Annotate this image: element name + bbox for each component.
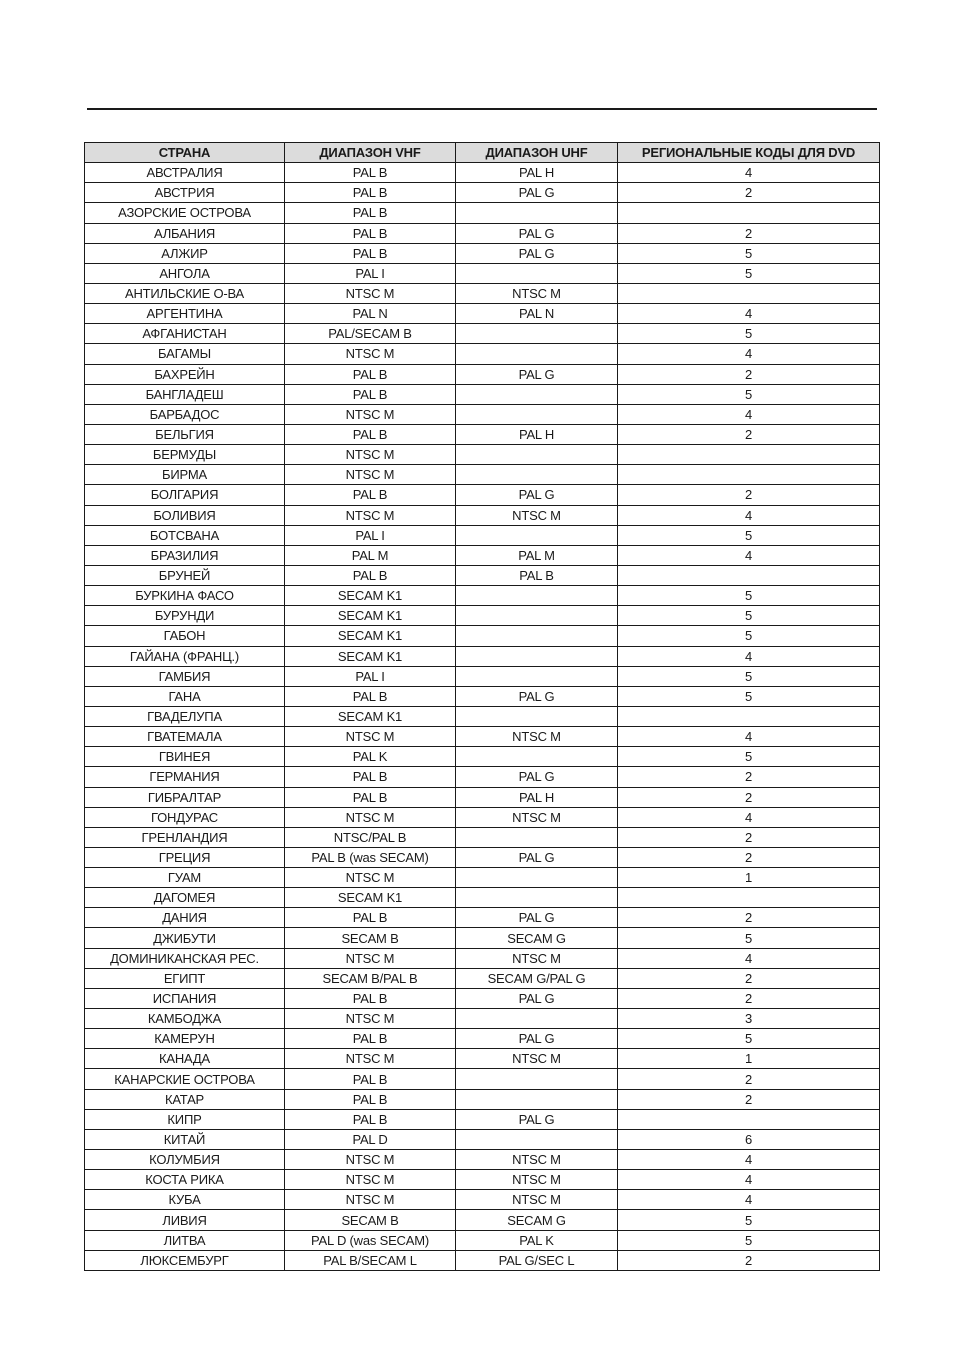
country-cell: КАМЕРУН [85, 1029, 285, 1049]
dvd-region-cell: 5 [618, 384, 880, 404]
uhf-cell: PAL H [456, 163, 618, 183]
uhf-cell: PAL G [456, 686, 618, 706]
uhf-cell [456, 445, 618, 465]
vhf-cell: SECAM K1 [285, 606, 456, 626]
country-cell: ДОМИНИКАНСКАЯ РЕС. [85, 948, 285, 968]
vhf-cell: PAL B [285, 1089, 456, 1109]
vhf-cell: PAL B [285, 1109, 456, 1129]
vhf-cell: NTSC M [285, 445, 456, 465]
uhf-cell [456, 747, 618, 767]
dvd-region-cell: 2 [618, 1250, 880, 1270]
country-cell: БАХРЕЙН [85, 364, 285, 384]
uhf-cell [456, 404, 618, 424]
uhf-cell [456, 868, 618, 888]
dvd-region-cell [618, 1109, 880, 1129]
vhf-cell: PAL B [285, 565, 456, 585]
header-vhf-band: ДИАПАЗОН VHF [285, 143, 456, 163]
uhf-cell: PAL G/SEC L [456, 1250, 618, 1270]
table-row [85, 1009, 880, 1029]
country-cell: ЛЮКСЕМБУРГ [85, 1250, 285, 1270]
table-row [85, 626, 880, 646]
dvd-region-cell: 3 [618, 1009, 880, 1029]
top-rule [87, 108, 877, 110]
table-row [85, 1029, 880, 1049]
uhf-cell [456, 888, 618, 908]
uhf-cell: PAL G [456, 223, 618, 243]
uhf-cell [456, 1069, 618, 1089]
country-cell: ДЖИБУТИ [85, 928, 285, 948]
uhf-cell: SECAM G [456, 1210, 618, 1230]
table-row [85, 1170, 880, 1190]
country-cell: КАТАР [85, 1089, 285, 1109]
vhf-cell: PAL B [285, 787, 456, 807]
uhf-cell: PAL G [456, 847, 618, 867]
country-cell: АВСТРИЯ [85, 183, 285, 203]
dvd-region-cell: 4 [618, 545, 880, 565]
uhf-cell: PAL G [456, 364, 618, 384]
uhf-cell: PAL G [456, 988, 618, 1008]
dvd-region-cell: 4 [618, 1170, 880, 1190]
dvd-region-cell: 5 [618, 525, 880, 545]
vhf-cell: SECAM K1 [285, 706, 456, 726]
dvd-region-cell: 4 [618, 1150, 880, 1170]
country-cell: ГРЕНЛАНДИЯ [85, 827, 285, 847]
dvd-region-cell: 4 [618, 344, 880, 364]
vhf-cell: SECAM K1 [285, 646, 456, 666]
table-row [85, 1089, 880, 1109]
dvd-region-cell: 2 [618, 988, 880, 1008]
dvd-region-cell: 5 [618, 747, 880, 767]
uhf-cell [456, 525, 618, 545]
vhf-cell: PAL D [285, 1129, 456, 1149]
country-cell: АНГОЛА [85, 263, 285, 283]
country-cell: ДАНИЯ [85, 908, 285, 928]
uhf-cell [456, 1089, 618, 1109]
dvd-region-cell: 4 [618, 505, 880, 525]
dvd-region-cell [618, 706, 880, 726]
vhf-cell: PAL B [285, 1069, 456, 1089]
table-row [85, 1049, 880, 1069]
uhf-cell: NTSC M [456, 1190, 618, 1210]
table-header-row [85, 143, 880, 163]
vhf-cell: PAL K [285, 747, 456, 767]
uhf-cell: NTSC M [456, 727, 618, 747]
vhf-cell: NTSC M [285, 505, 456, 525]
vhf-cell: PAL B [285, 163, 456, 183]
header-country: СТРАНА [85, 143, 285, 163]
vhf-cell: NTSC M [285, 727, 456, 747]
vhf-cell: PAL B (was SECAM) [285, 847, 456, 867]
dvd-region-cell: 5 [618, 928, 880, 948]
dvd-region-cell: 2 [618, 1069, 880, 1089]
country-cell: ГУАМ [85, 868, 285, 888]
dvd-region-cell: 5 [618, 1210, 880, 1230]
dvd-region-cell: 5 [618, 666, 880, 686]
uhf-cell: NTSC M [456, 807, 618, 827]
table-row [85, 847, 880, 867]
uhf-cell [456, 646, 618, 666]
uhf-cell: SECAM G [456, 928, 618, 948]
vhf-cell: PAL I [285, 666, 456, 686]
uhf-cell: PAL G [456, 243, 618, 263]
uhf-cell: PAL M [456, 545, 618, 565]
country-cell: ЕГИПТ [85, 968, 285, 988]
vhf-cell: PAL I [285, 263, 456, 283]
dvd-region-cell: 4 [618, 646, 880, 666]
vhf-cell: NTSC M [285, 1150, 456, 1170]
uhf-cell: NTSC M [456, 1150, 618, 1170]
country-cell: БОЛИВИЯ [85, 505, 285, 525]
uhf-cell [456, 203, 618, 223]
table-row [85, 485, 880, 505]
country-cell: ГАНА [85, 686, 285, 706]
country-cell: КАМБОДЖА [85, 1009, 285, 1029]
country-cell: ГВАДЕЛУПА [85, 706, 285, 726]
table-row [85, 807, 880, 827]
country-cell: БАГАМЫ [85, 344, 285, 364]
table-row [85, 565, 880, 585]
country-cell: БЕРМУДЫ [85, 445, 285, 465]
uhf-cell [456, 1009, 618, 1029]
uhf-cell: NTSC M [456, 505, 618, 525]
uhf-cell [456, 626, 618, 646]
vhf-cell: PAL B [285, 243, 456, 263]
table-row [85, 968, 880, 988]
country-cell: БАРБАДОС [85, 404, 285, 424]
vhf-cell: PAL B [285, 384, 456, 404]
vhf-cell: NTSC/PAL B [285, 827, 456, 847]
country-cell: ГАМБИЯ [85, 666, 285, 686]
country-cell: КАНАДА [85, 1049, 285, 1069]
table-row [85, 706, 880, 726]
dvd-region-cell: 2 [618, 424, 880, 444]
table-row [85, 586, 880, 606]
vhf-cell: PAL B [285, 424, 456, 444]
dvd-region-cell: 5 [618, 243, 880, 263]
vhf-cell: NTSC M [285, 1170, 456, 1190]
table-row [85, 646, 880, 666]
country-cell: АВСТРАЛИЯ [85, 163, 285, 183]
table-row [85, 183, 880, 203]
vhf-cell: SECAM K1 [285, 626, 456, 646]
country-cell: БИРМА [85, 465, 285, 485]
table-row [85, 606, 880, 626]
country-cell: АЛБАНИЯ [85, 223, 285, 243]
vhf-cell: NTSC M [285, 807, 456, 827]
vhf-cell: PAL B [285, 1029, 456, 1049]
uhf-cell: PAL G [456, 183, 618, 203]
uhf-cell: NTSC M [456, 1049, 618, 1069]
table-row [85, 545, 880, 565]
dvd-region-cell: 4 [618, 404, 880, 424]
vhf-cell: PAL I [285, 525, 456, 545]
dvd-region-cell [618, 888, 880, 908]
dvd-region-cell [618, 283, 880, 303]
table-row [85, 868, 880, 888]
dvd-region-cell: 5 [618, 1230, 880, 1250]
uhf-cell: PAL N [456, 304, 618, 324]
table-row [85, 888, 880, 908]
uhf-cell [456, 666, 618, 686]
uhf-cell [456, 706, 618, 726]
uhf-cell: PAL H [456, 787, 618, 807]
dvd-region-cell: 2 [618, 787, 880, 807]
country-cell: АЛЖИР [85, 243, 285, 263]
vhf-cell: NTSC M [285, 404, 456, 424]
vhf-cell: PAL B [285, 686, 456, 706]
header-uhf-band: ДИАПАЗОН UHF [456, 143, 618, 163]
dvd-region-cell: 4 [618, 807, 880, 827]
table-row [85, 243, 880, 263]
uhf-cell: PAL G [456, 908, 618, 928]
country-cell: ЛИТВА [85, 1230, 285, 1250]
table-body [85, 163, 880, 1271]
dvd-region-cell: 4 [618, 304, 880, 324]
country-cell: ЛИВИЯ [85, 1210, 285, 1230]
vhf-cell: PAL B [285, 908, 456, 928]
dvd-region-cell: 1 [618, 868, 880, 888]
table-row [85, 1129, 880, 1149]
uhf-cell: PAL B [456, 565, 618, 585]
vhf-cell: PAL B [285, 183, 456, 203]
table-row [85, 1109, 880, 1129]
dvd-region-cell [618, 565, 880, 585]
table-row [85, 1069, 880, 1089]
table-row [85, 988, 880, 1008]
country-cell: ИСПАНИЯ [85, 988, 285, 1008]
country-cell: КИТАЙ [85, 1129, 285, 1149]
country-cell: АРГЕНТИНА [85, 304, 285, 324]
table-row [85, 445, 880, 465]
vhf-cell: PAL D (was SECAM) [285, 1230, 456, 1250]
dvd-region-cell: 4 [618, 163, 880, 183]
vhf-cell: PAL M [285, 545, 456, 565]
dvd-region-cell: 2 [618, 767, 880, 787]
table-row [85, 384, 880, 404]
country-cell: ГВАТЕМАЛА [85, 727, 285, 747]
uhf-cell [456, 324, 618, 344]
dvd-region-cell [618, 203, 880, 223]
uhf-cell: NTSC M [456, 1170, 618, 1190]
dvd-region-cell: 5 [618, 626, 880, 646]
dvd-region-cell: 2 [618, 1089, 880, 1109]
uhf-cell: PAL G [456, 1029, 618, 1049]
uhf-cell: PAL G [456, 485, 618, 505]
table-row [85, 666, 880, 686]
dvd-region-cell: 5 [618, 686, 880, 706]
vhf-cell: PAL N [285, 304, 456, 324]
dvd-region-cell [618, 445, 880, 465]
country-cell: ГАЙАНА (ФРАНЦ.) [85, 646, 285, 666]
country-cell: АФГАНИСТАН [85, 324, 285, 344]
country-cell: ДАГОМЕЯ [85, 888, 285, 908]
vhf-cell: NTSC M [285, 948, 456, 968]
table-row [85, 505, 880, 525]
vhf-cell: NTSC M [285, 283, 456, 303]
vhf-cell: NTSC M [285, 1049, 456, 1069]
vhf-cell: SECAM B [285, 928, 456, 948]
vhf-cell: PAL B [285, 364, 456, 384]
uhf-cell [456, 606, 618, 626]
table-row [85, 908, 880, 928]
table-row [85, 928, 880, 948]
table-row [85, 304, 880, 324]
table-row [85, 948, 880, 968]
table-row [85, 686, 880, 706]
table-row [85, 223, 880, 243]
country-cell: КОЛУМБИЯ [85, 1150, 285, 1170]
table-row [85, 1190, 880, 1210]
table-row [85, 787, 880, 807]
vhf-cell: NTSC M [285, 1190, 456, 1210]
dvd-region-cell: 6 [618, 1129, 880, 1149]
uhf-cell [456, 586, 618, 606]
table-row [85, 827, 880, 847]
uhf-cell: PAL K [456, 1230, 618, 1250]
header-dvd-region-code: РЕГИОНАЛЬНЫЕ КОДЫ ДЛЯ DVD [618, 143, 880, 163]
uhf-cell [456, 465, 618, 485]
dvd-region-cell: 2 [618, 827, 880, 847]
table-row [85, 727, 880, 747]
dvd-region-cell: 2 [618, 968, 880, 988]
country-cell: БРУНЕЙ [85, 565, 285, 585]
table-row [85, 1250, 880, 1270]
table-row [85, 747, 880, 767]
vhf-cell: PAL B [285, 223, 456, 243]
table-row [85, 424, 880, 444]
country-cell: ГВИНЕЯ [85, 747, 285, 767]
dvd-region-cell: 5 [618, 606, 880, 626]
uhf-cell: PAL H [456, 424, 618, 444]
vhf-cell: PAL B [285, 988, 456, 1008]
country-cell: АЗОРСКИЕ ОСТРОВА [85, 203, 285, 223]
dvd-region-cell: 1 [618, 1049, 880, 1069]
country-cell: БРАЗИЛИЯ [85, 545, 285, 565]
table-row [85, 404, 880, 424]
dvd-region-cell [618, 465, 880, 485]
vhf-cell: SECAM K1 [285, 888, 456, 908]
dvd-region-cell: 5 [618, 263, 880, 283]
uhf-cell: SECAM G/PAL G [456, 968, 618, 988]
table-row [85, 1150, 880, 1170]
dvd-region-cell: 4 [618, 727, 880, 747]
vhf-cell: PAL B [285, 203, 456, 223]
dvd-region-cell: 2 [618, 183, 880, 203]
table-row [85, 1210, 880, 1230]
dvd-region-cell: 5 [618, 324, 880, 344]
dvd-region-cell: 2 [618, 908, 880, 928]
tv-systems-table [84, 142, 880, 1271]
uhf-cell [456, 1129, 618, 1149]
country-cell: КАНАРСКИЕ ОСТРОВА [85, 1069, 285, 1089]
table-row [85, 263, 880, 283]
country-cell: БЕЛЬГИЯ [85, 424, 285, 444]
country-cell: ГАБОН [85, 626, 285, 646]
uhf-cell: PAL G [456, 1109, 618, 1129]
table-row [85, 1230, 880, 1250]
dvd-region-cell: 2 [618, 847, 880, 867]
uhf-cell: NTSC M [456, 283, 618, 303]
country-cell: ГЕРМАНИЯ [85, 767, 285, 787]
dvd-region-cell: 5 [618, 1029, 880, 1049]
country-cell: АНТИЛЬСКИЕ О-ВА [85, 283, 285, 303]
vhf-cell: NTSC M [285, 1009, 456, 1029]
dvd-region-cell: 2 [618, 364, 880, 384]
dvd-region-cell: 2 [618, 223, 880, 243]
table-row [85, 344, 880, 364]
table-row [85, 163, 880, 183]
vhf-cell: NTSC M [285, 465, 456, 485]
vhf-cell: NTSC M [285, 868, 456, 888]
uhf-cell: PAL G [456, 767, 618, 787]
uhf-cell [456, 344, 618, 364]
table-row [85, 203, 880, 223]
country-cell: КОСТА РИКА [85, 1170, 285, 1190]
dvd-region-cell: 4 [618, 948, 880, 968]
dvd-region-cell: 5 [618, 586, 880, 606]
vhf-cell: PAL B/SECAM L [285, 1250, 456, 1270]
country-cell: ГРЕЦИЯ [85, 847, 285, 867]
uhf-cell [456, 384, 618, 404]
dvd-region-cell: 4 [618, 1190, 880, 1210]
country-cell: КУБА [85, 1190, 285, 1210]
dvd-region-cell: 2 [618, 485, 880, 505]
table-row [85, 767, 880, 787]
table-row [85, 283, 880, 303]
vhf-cell: PAL B [285, 485, 456, 505]
country-cell: БОТСВАНА [85, 525, 285, 545]
vhf-cell: SECAM B [285, 1210, 456, 1230]
table-row [85, 525, 880, 545]
country-cell: БУРКИНА ФАСО [85, 586, 285, 606]
vhf-cell: SECAM B/PAL B [285, 968, 456, 988]
country-cell: ГИБРАЛТАР [85, 787, 285, 807]
country-cell: БАНГЛАДЕШ [85, 384, 285, 404]
uhf-cell [456, 263, 618, 283]
table-row [85, 465, 880, 485]
vhf-cell: PAL B [285, 767, 456, 787]
uhf-cell: NTSC M [456, 948, 618, 968]
vhf-cell: SECAM K1 [285, 586, 456, 606]
table-row [85, 364, 880, 384]
country-cell: ГОНДУРАС [85, 807, 285, 827]
country-cell: БУРУНДИ [85, 606, 285, 626]
uhf-cell [456, 827, 618, 847]
vhf-cell: NTSC M [285, 344, 456, 364]
country-cell: КИПР [85, 1109, 285, 1129]
table-row [85, 324, 880, 344]
vhf-cell: PAL/SECAM B [285, 324, 456, 344]
country-cell: БОЛГАРИЯ [85, 485, 285, 505]
